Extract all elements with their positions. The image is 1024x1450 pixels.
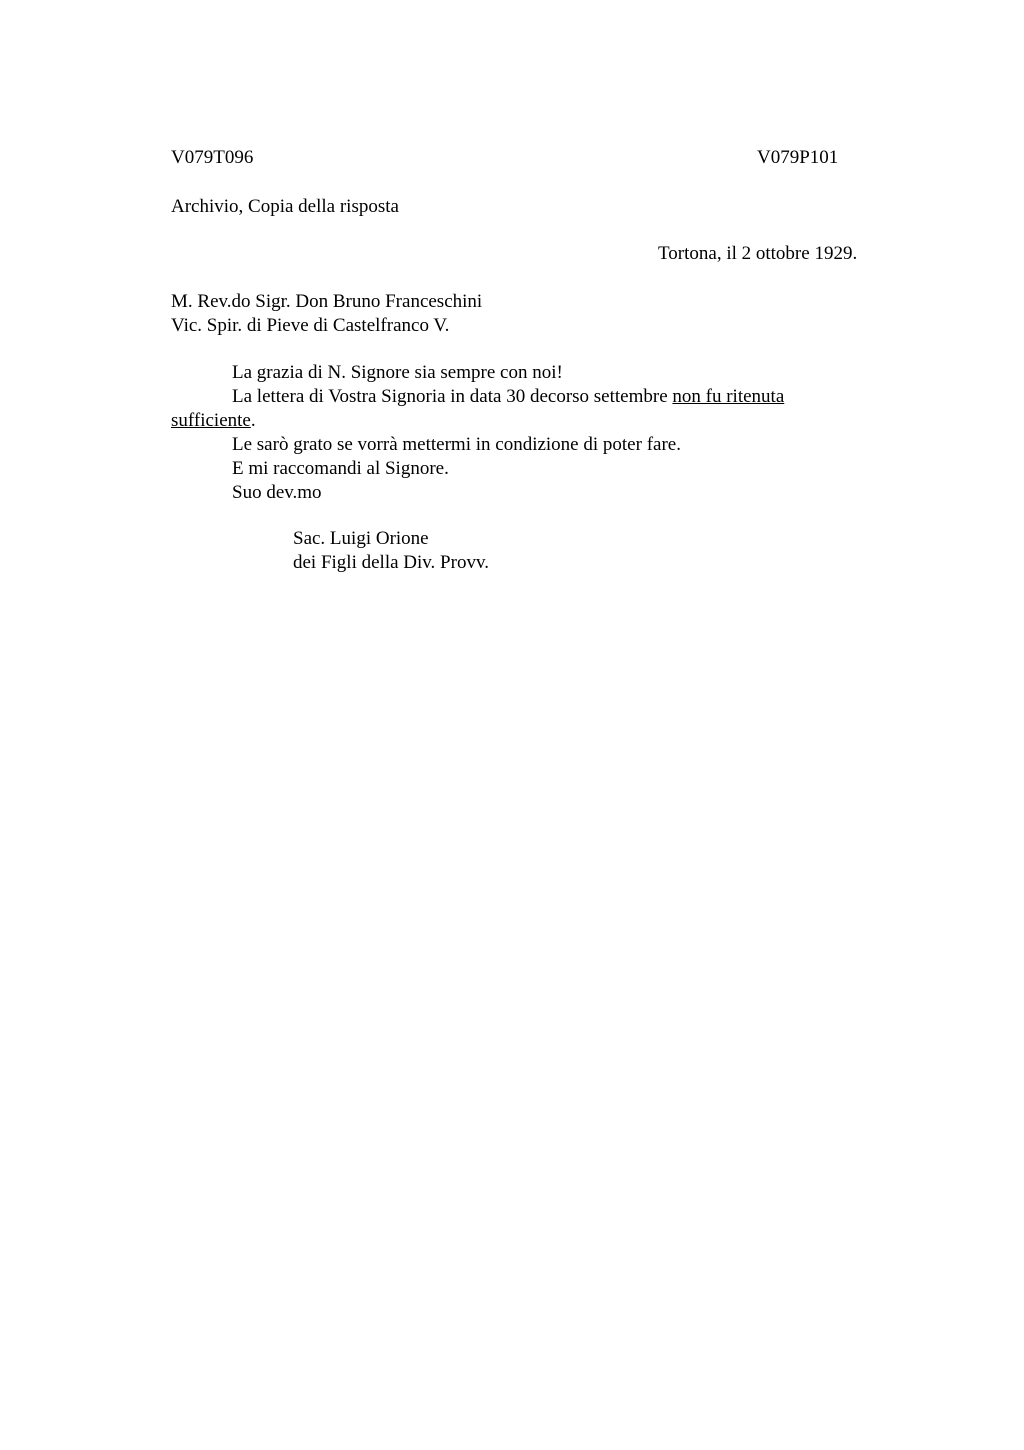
recipient-name: M. Rev.do Sigr. Don Bruno Franceschini	[171, 291, 483, 312]
paragraph-letter-line2	[171, 409, 784, 433]
letter-body	[171, 361, 784, 505]
greeting-line: La grazia di N. Signore sia sempre con noi!	[232, 362, 563, 383]
closing-line: Suo dev.mo	[232, 482, 322, 503]
document-code-left: V079T096	[171, 147, 254, 168]
paragraph-letter-text: La lettera di Vostra Signoria in data 30 decorso settembre	[232, 386, 673, 407]
signature-name: Sac. Luigi Orione	[293, 528, 429, 549]
underlined-phrase-part1: non fu ritenuta	[672, 386, 785, 407]
paragraph-letter-line1	[171, 385, 784, 409]
signature-block	[171, 527, 489, 575]
document-code-right: V079P101	[757, 147, 839, 168]
signature-title: dei Figli della Div. Provv.	[293, 552, 489, 573]
paragraph-prayer: E mi raccomandi al Signore.	[232, 458, 449, 479]
underlined-phrase-part2: sufficiente	[171, 410, 251, 431]
recipient-title: Vic. Spir. di Pieve di Castelfranco V.	[171, 315, 450, 336]
archive-note: Archivio, Copia della risposta	[171, 196, 399, 217]
paragraph-request: Le sarò grato se vorrà mettermi in condizione di poter fare.	[232, 434, 681, 455]
recipient-block	[171, 290, 482, 338]
date-line: Tortona, il 2 ottobre 1929.	[658, 243, 858, 264]
paragraph-letter-end: .	[250, 410, 256, 431]
